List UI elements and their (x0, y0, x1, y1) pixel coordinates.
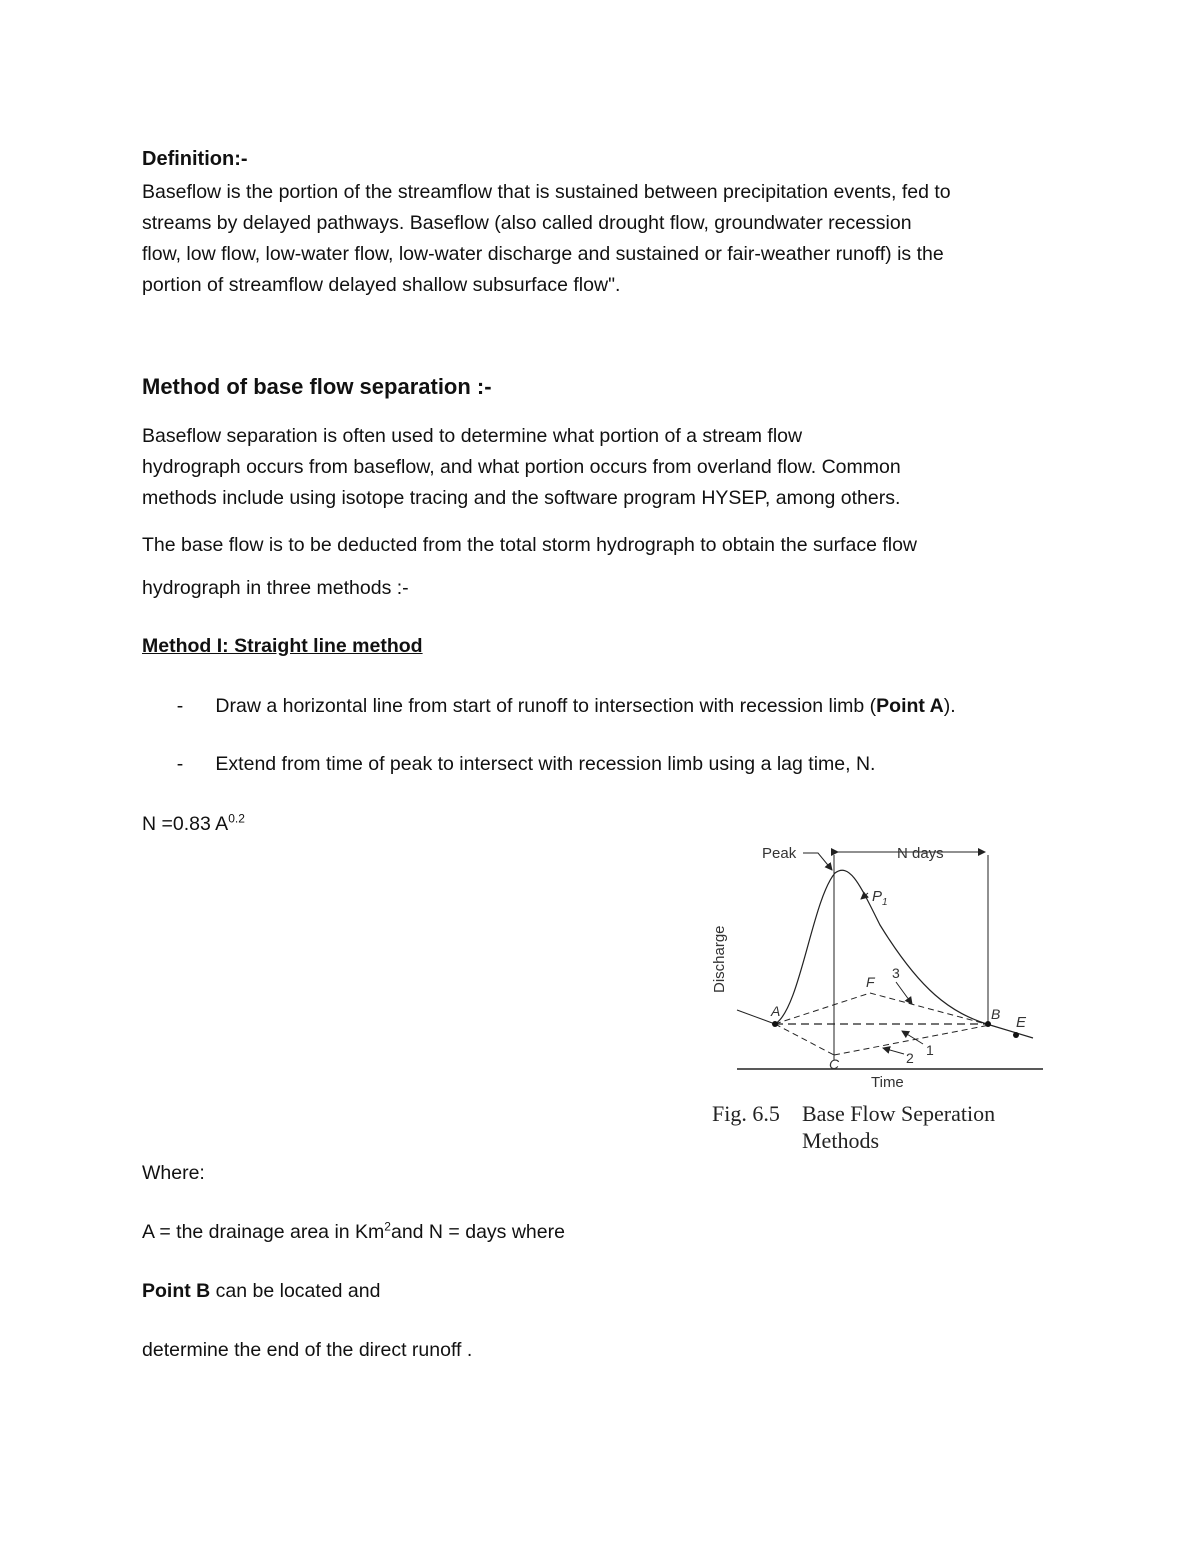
base-recession-left (737, 1010, 775, 1024)
bullet-dash: - (176, 753, 184, 775)
bullet-dash: - (176, 695, 184, 717)
method-paragraph (142, 421, 1082, 514)
definition-line: streams by delayed pathways. Baseflow (also called drought flow, groundwater recession (142, 212, 912, 234)
e-label: E (1016, 1014, 1027, 1031)
bullet-text: Extend from time of peak to intersect with recession limb using a lag time, N. (215, 753, 876, 775)
formula-exponent: 0.2 (228, 811, 245, 826)
method-line: Baseflow separation is often used to determine what portion of a stream flow (142, 425, 803, 447)
c-label: C (829, 1056, 840, 1072)
method-line: hydrograph occurs from baseflow, and what portion occurs from overland flow. Common (142, 456, 901, 478)
label-2: 2 (906, 1050, 914, 1066)
method-line: methods include using isotope tracing and the software program HYSEP, among others. (142, 487, 901, 509)
bullet-item (170, 692, 956, 720)
method3-line-af (775, 993, 870, 1024)
point-b-bold: Point B (142, 1280, 211, 1302)
formula-base: N =0.83 A (142, 813, 229, 835)
figure-caption-line-1: Base Flow Seperation (802, 1101, 996, 1126)
bullet-text: Draw a horizontal line from start of runoff to intersection with recession limb ( (215, 695, 877, 717)
p1-label: $P_1$ (872, 888, 888, 908)
deduct-line-2: hydrograph in three methods :- (142, 577, 409, 599)
label-1: 1 (926, 1042, 934, 1058)
point-b-rest: can be located and (210, 1280, 381, 1302)
deduct-line-1: The base flow is to be deducted from the total storm hydrograph to obtain the surface flow (142, 534, 918, 556)
point-b-line (142, 1277, 380, 1305)
area-sup: 2 (384, 1219, 391, 1234)
definition-line: portion of streamflow delayed shallow subsurface flow". (142, 274, 621, 296)
where-label: Where: (142, 1162, 205, 1184)
definition-heading: Definition:- (142, 148, 248, 170)
b-label: B (991, 1006, 1001, 1022)
method3-line-fb (870, 993, 990, 1025)
n-days-label: N days (897, 845, 944, 862)
label-3: 3 (892, 965, 900, 981)
bullet-bold: Point A (876, 695, 944, 717)
area-definition (142, 1218, 565, 1246)
time-label: Time (871, 1074, 904, 1091)
definition-paragraph (142, 177, 1082, 301)
a-label: A (771, 1003, 781, 1019)
definition-line: Baseflow is the portion of the streamflow that is sustained between precipitation events, fed to (142, 181, 951, 203)
discharge-label: Discharge (711, 925, 728, 993)
bullet-item (170, 750, 875, 778)
formula (142, 810, 245, 838)
base-flow-separation-figure (700, 835, 1060, 1095)
point-a-dot (772, 1021, 778, 1027)
arrow-2 (883, 1048, 904, 1054)
figure-caption-number: Fig. 6.5 (712, 1101, 780, 1126)
method1-heading: Method I: Straight line method (142, 635, 423, 657)
definition-line: flow, low flow, low-water flow, low-water discharge and sustained or fair-weather runoff) is the (142, 243, 944, 265)
bullet-tail: ). (943, 695, 956, 717)
peak-pointer (803, 853, 832, 870)
arrow-3 (896, 982, 912, 1004)
arrow-1 (902, 1031, 923, 1044)
end-runoff-line: determine the end of the direct runoff . (142, 1339, 473, 1361)
method2-line-ac (775, 1024, 834, 1055)
method-heading: Method of base flow separation :- (142, 374, 492, 399)
f-label: F (866, 974, 875, 990)
area-text: A = the drainage area in Km (142, 1221, 385, 1243)
area-tail: and N = days where (390, 1221, 565, 1243)
point-e-dot (1013, 1032, 1019, 1038)
peak-label: Peak (762, 845, 797, 862)
figure-caption-line-2: Methods (802, 1128, 879, 1153)
